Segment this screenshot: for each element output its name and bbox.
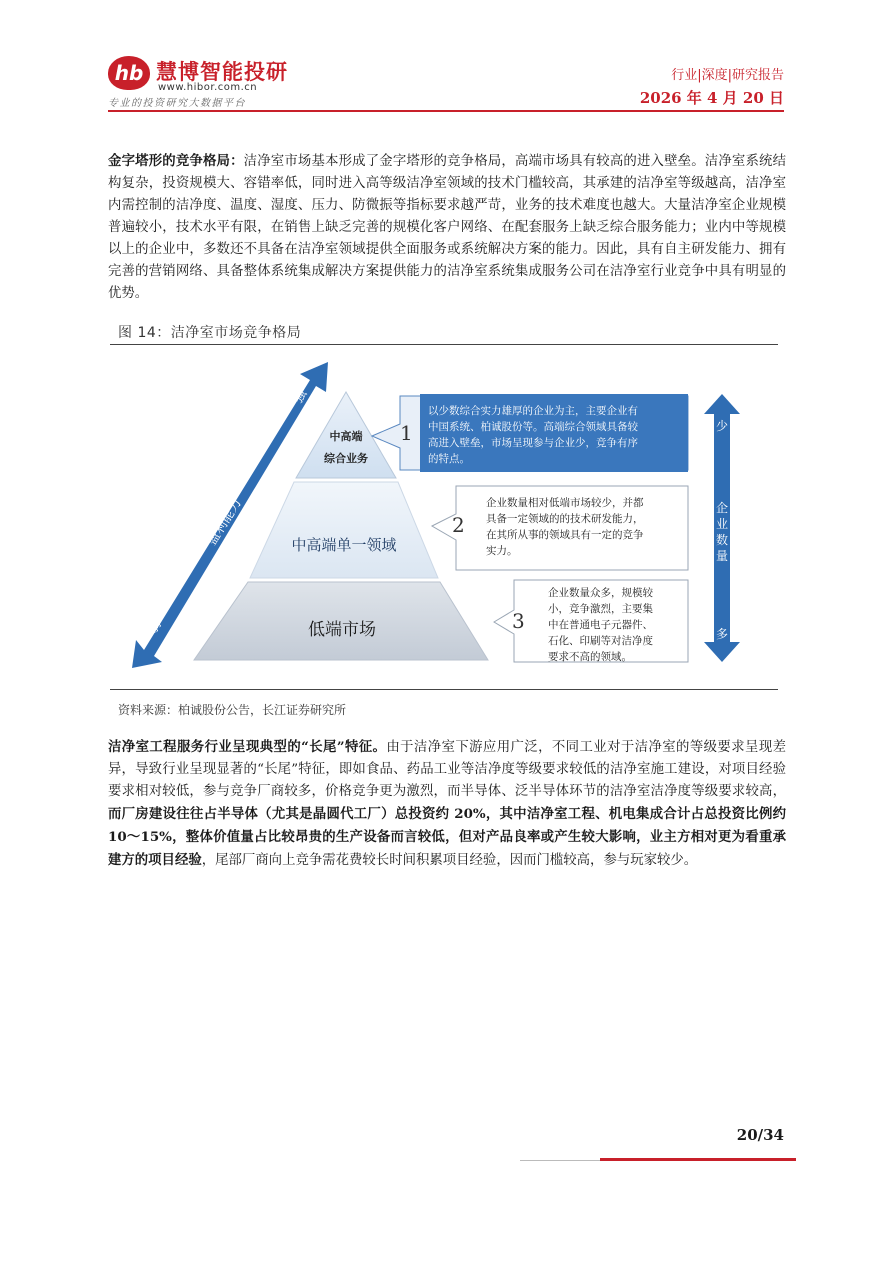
logo-url[interactable]: www.hibor.com.cn xyxy=(158,82,258,93)
header-rule xyxy=(108,110,784,112)
tier-1-desc-line-1: 以少数综合实力雄厚的企业为主，主要企业有 xyxy=(428,405,638,417)
figure-top-rule xyxy=(110,344,778,345)
tier-3-desc-line-4: 石化、印刷等对洁净度 xyxy=(548,635,653,647)
count-label-char-1: 企 xyxy=(715,501,729,515)
logo-badge-icon: hb xyxy=(108,56,150,90)
count-label-char-4: 量 xyxy=(715,549,729,563)
tier-3-callout xyxy=(494,580,688,663)
logo-name: 慧博智能投研 xyxy=(156,60,288,84)
tier-1-name-line1: 中高端 xyxy=(329,430,363,443)
tier-2-name: 中高端单一领域 xyxy=(291,536,397,554)
tier-1-desc-line-2: 中国系统、柏诚股份等。高端综合领域具备较 xyxy=(428,421,638,433)
tier-2-desc-line-4: 实力。 xyxy=(486,545,518,557)
tier-2-callout xyxy=(432,486,688,570)
tier-2-desc-line-2: 具备一定领域的的技术研发能力， xyxy=(486,513,644,525)
paragraph-lead: 洁净室工程服务行业呈现典型的“长尾”特征。 xyxy=(108,739,387,755)
report-date: 2026 年 4 月 20 日 xyxy=(639,89,784,107)
pyramid-diagram xyxy=(110,350,778,685)
tier-3-desc-line-3: 中在普通电子元器件、 xyxy=(548,619,653,631)
paragraph-pyramid-competition xyxy=(108,150,786,305)
tier-3-desc-line-2: 小，竞争激烈，主要集 xyxy=(548,603,653,615)
count-label-char-3: 数 xyxy=(715,533,729,547)
tier-2-number: 2 xyxy=(452,513,465,537)
figure-source: 资料来源：柏诚股份公告，长江证券研究所 xyxy=(118,703,347,717)
paragraph-bold-text: 而厂房建设往往占半导体（尤其是晶圆代工厂）总投资约 20%，其中洁净室工程、机电集成合计占总投资比例约 10～15%，整体价值量占比较昂贵的生产设备而言较低，但对产品良率或产生较大影响，业主方相对更为看重承建方的项目经验 xyxy=(108,806,786,868)
paragraph-text: 洁净室市场基本形成了金字塔形的竞争格局，高端市场具有较高的进入壁垒。洁净室系统结构复杂，投资规模大、容错率低，同时进入高等级洁净室领域的技术门槛较高，其承建的洁净室等级越高，洁净室内需控制的洁净度、温度、湿度、压力、防微振等指标要求越严苛，业务的技术难度也越大。大量洁净室企业规模普遍较小，技术水平有限，在销售上缺乏完善的规模化客户网络、在配套服务上缺乏综合服务能力；业内中等规模以上的企业中，多数还不具备在洁净室领域提供全面服务或系统解决方案的能力。因此，具有自主研发能力、拥有完善的营销网络、具备整体系统集成解决方案提供能力的洁净室系统集成服务公司在洁净室行业竞争中具有明显的优势。 xyxy=(108,154,787,301)
count-few-label: 少 xyxy=(715,419,729,433)
profitability-strong-label: 强 xyxy=(290,387,311,407)
profitability-label: 盈利能力 xyxy=(204,496,245,549)
tier-1-callout xyxy=(372,394,688,472)
page-number: 20/34 xyxy=(736,1126,784,1144)
count-many-label: 多 xyxy=(715,627,729,641)
tier-1-name-line2: 综合业务 xyxy=(324,452,368,465)
logo-slogan: 专业的投资研究大数据平台 xyxy=(108,98,246,109)
tier-1-desc-line-3: 高进入壁垒，市场呈现参与企业少，竞争有序 xyxy=(428,437,638,449)
paragraph-text-2: ，尾部厂商向上竞争需花费较长时间积累项目经验，因而门槛较高，参与玩家较少。 xyxy=(201,853,698,868)
footer-rule-red xyxy=(600,1158,796,1161)
tier-3-number: 3 xyxy=(512,609,525,633)
enterprise-count-arrow xyxy=(704,394,740,662)
tier-3-name: 低端市场 xyxy=(308,620,376,640)
tier-1-desc-line-4: 的特点。 xyxy=(428,453,470,465)
tier-3-desc-line-1: 企业数量众多，规模较 xyxy=(548,587,653,599)
tier-2-shape xyxy=(250,482,438,578)
tier-1-number: 1 xyxy=(400,421,413,445)
report-category: 行业|深度|研究报告 xyxy=(671,68,784,83)
tier-2-desc-line-1: 企业数量相对低端市场较少，并都 xyxy=(486,497,644,509)
paragraph-text-1: 由于洁净室下游应用广泛，不同工业对于洁净室的等级要求呈现差异，导致行业呈现显著的“长尾”特征，即如食品、药品工业等洁净度等级要求较低的洁净室施工建设，对项目经验要求相对较低，参与竞争厂商较多，价格竞争更为激烈，而半导体、泛半导体环节的洁净室洁净度等级要求较高， xyxy=(108,740,787,799)
tier-2-desc-line-3: 在其所从事的领域具有一定的竞争 xyxy=(486,529,644,541)
profitability-weak-label: 弱 xyxy=(145,617,164,636)
paragraph-lead: 金字塔形的竞争格局： xyxy=(108,153,244,169)
figure-title: 图 14：洁净室市场竞争格局 xyxy=(118,325,302,341)
count-label-char-2: 业 xyxy=(715,517,729,531)
tier-3-desc-line-5: 要求不高的领域。 xyxy=(548,651,632,663)
figure-bottom-rule xyxy=(110,689,778,690)
paragraph-long-tail xyxy=(108,736,786,872)
hibor-logo[interactable] xyxy=(108,56,298,109)
